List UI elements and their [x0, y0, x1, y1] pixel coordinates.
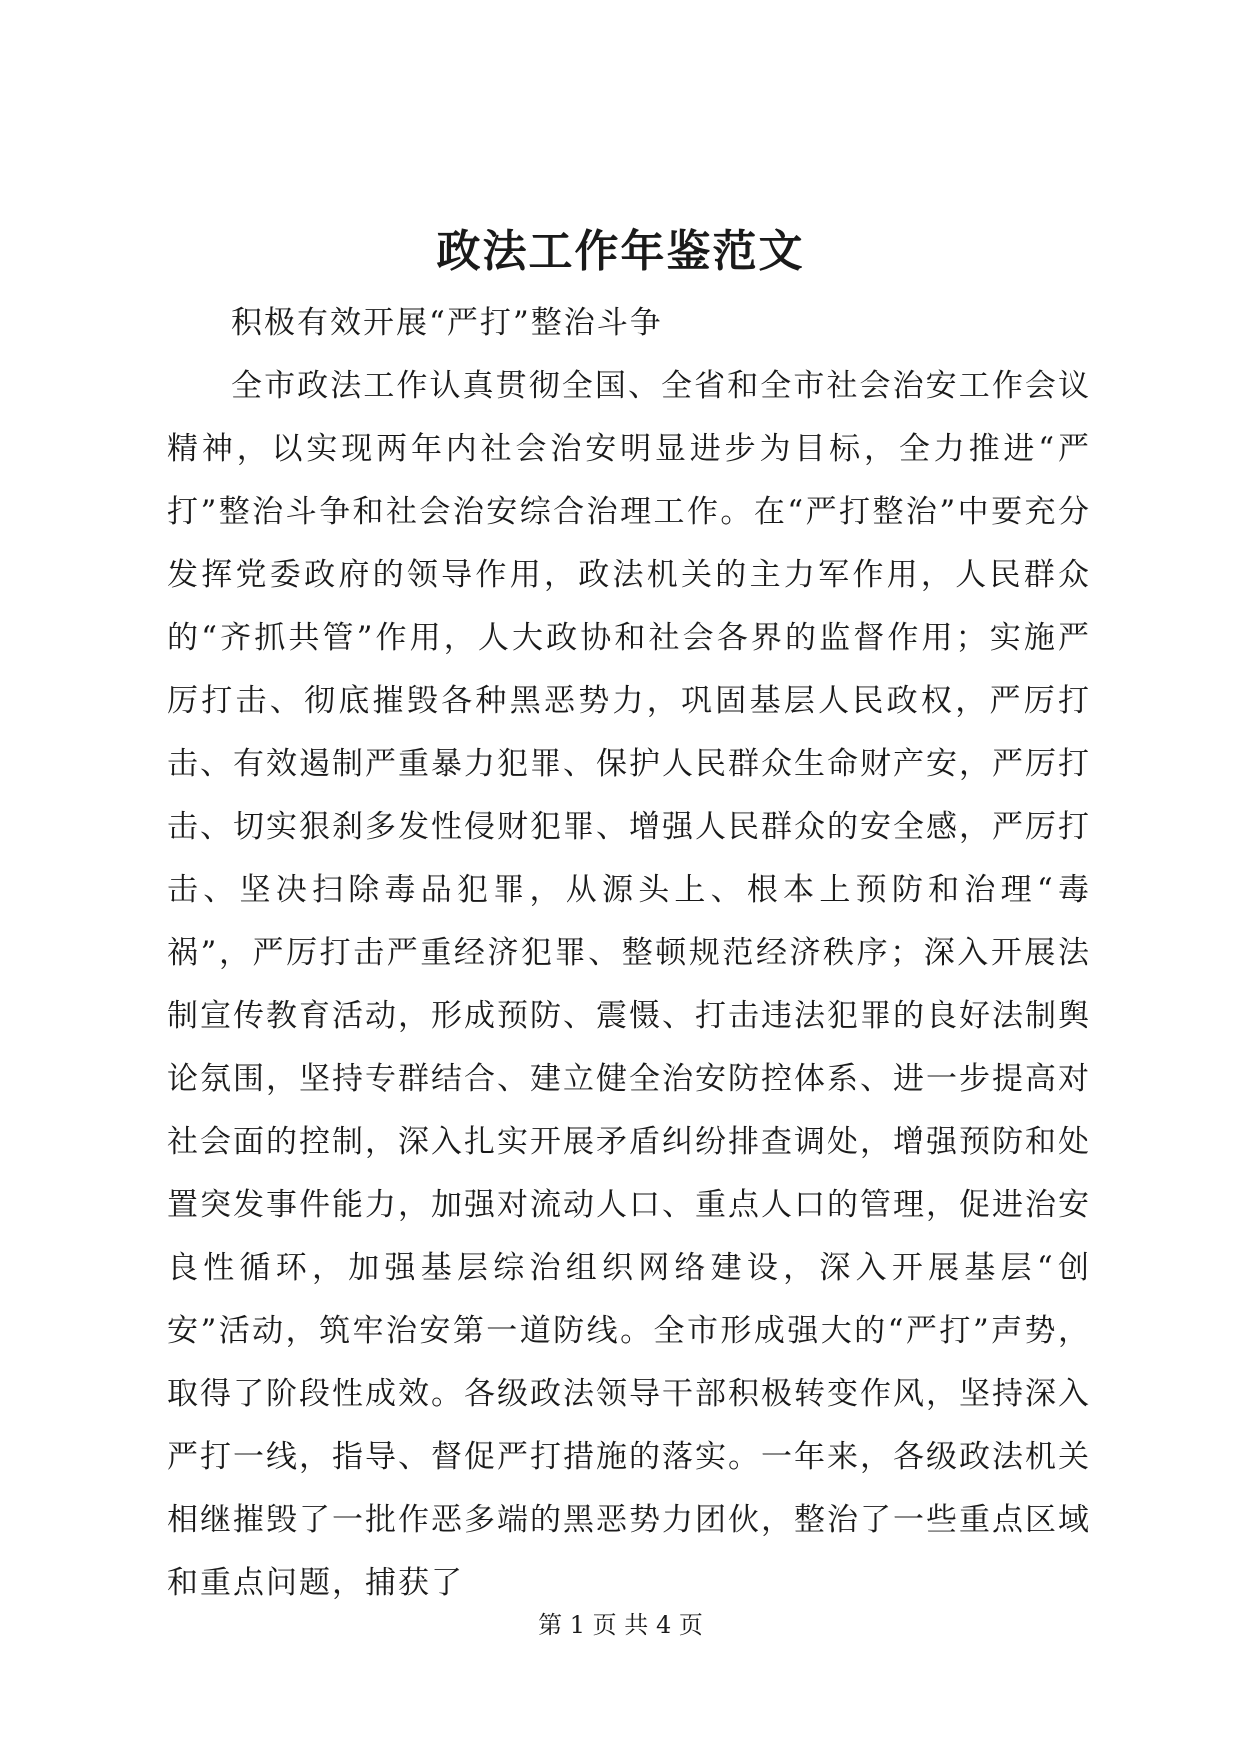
document-body: [167, 292, 1091, 1615]
body-paragraph: 全市政法工作认真贯彻全国、全省和全市社会治安工作会议精神，以实现两年内社会治安明显进步为目标，全力推进“严打”整治斗争和社会治安综合治理工作。在“严打整治”中要充分发挥党委政府的领导作用，政法机关的主力军作用，人民群众的“齐抓共管”作用，人大政协和社会各界的监督作用；实施严厉打击、彻底摧毁各种黑恶势力，巩固基层人民政权，严厉打击、有效遏制严重暴力犯罪、保护人民群众生命财产安，严厉打击、切实狠刹多发性侵财犯罪、增强人民群众的安全感，严厉打击、坚决扫除毒品犯罪，从源头上、根本上预防和治理“毒祸”，严厉打击严重经济犯罪、整顿规范经济秩序；深入开展法制宣传教育活动，形成预防、震慑、打击违法犯罪的良好法制舆论氛围，坚持专群结合、建立健全治安防控体系、进一步提高对社会面的控制，深入扎实开展矛盾纠纷排查调处，增强预防和处置突发事件能力，加强对流动人口、重点人口的管理，促进治安良性循环，加强基层综治组织网络建设，深入开展基层“创安”活动，筑牢治安第一道防线。全市形成强大的“严打”声势，取得了阶段性成效。各级政法领导干部积极转变作风，坚持深入严打一线，指导、督促严打措施的落实。一年来，各级政法机关相继摧毁了一批作恶多端的黑恶势力团伙，整治了一些重点区域和重点问题，捕获了: [167, 368, 1091, 1601]
page-title: 政法工作年鉴范文: [436, 226, 805, 277]
subheading: 积极有效开展“严打”整治斗争: [231, 305, 663, 341]
page-footer: 第 1 页 共 4 页: [538, 1611, 703, 1639]
